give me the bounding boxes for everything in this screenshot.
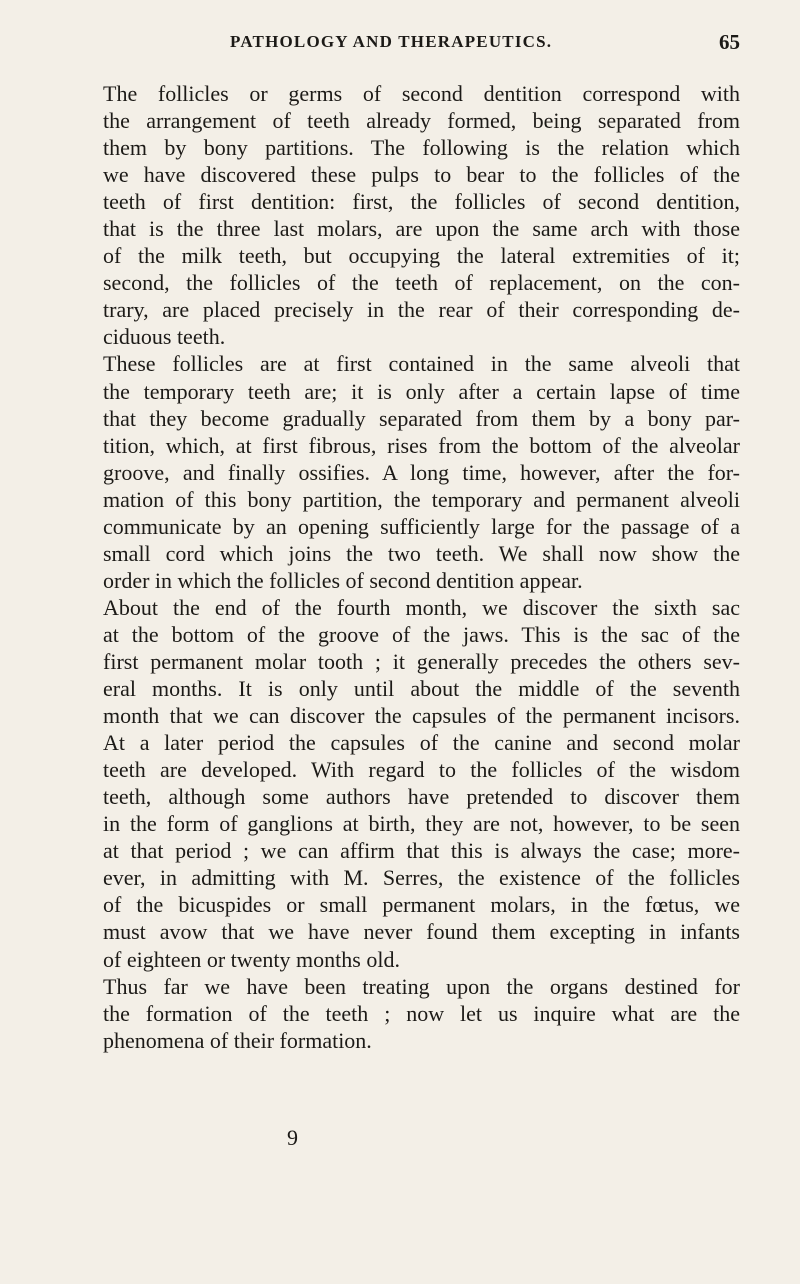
text-line: phenomena of their formation.: [103, 1027, 372, 1053]
text-line: teeth of first dentition: first, the follicles of second dentition,: [103, 189, 740, 215]
text-line: communicate by an opening sufficiently large for the passage of a: [103, 513, 740, 539]
text-line: that they become gradually separated from them by a bony par-: [103, 405, 740, 431]
text-line: About the end of the fourth month, we discover the sixth sac: [103, 594, 740, 620]
text-line: of eighteen or twenty months old.: [103, 946, 400, 972]
text-line: must avow that we have never found them excepting in infants: [103, 919, 740, 945]
page-number: 65: [719, 30, 740, 54]
text-line: of the bicuspides or small permanent molars, in the fœtus, we: [103, 892, 740, 918]
text-line: month that we can discover the capsules of the permanent incisors.: [103, 703, 740, 729]
text-line: mation of this bony partition, the temporary and permanent alveoli: [103, 486, 740, 512]
text-line: teeth, although some authors have pretended to discover them: [103, 784, 740, 810]
running-title: PATHOLOGY AND THERAPEUTICS.: [230, 32, 553, 51]
text-line: ciduous teeth.: [103, 324, 226, 350]
text-line: at the bottom of the groove of the jaws. This is the sac of the: [103, 621, 740, 647]
text-line: of the milk teeth, but occupying the lateral extremities of it;: [103, 243, 740, 269]
text-line: The follicles or germs of second dentition correspond with: [103, 81, 740, 106]
text-line: groove, and finally ossifies. A long time, however, after the for-: [103, 459, 740, 485]
text-line: ever, in admitting with M. Serres, the existence of the follicles: [103, 865, 740, 891]
text-line: the arrangement of teeth already formed, being separated from: [103, 108, 740, 134]
text-line: the formation of the teeth ; now let us inquire what are the: [103, 1000, 740, 1026]
text-line: first permanent molar tooth ; it generally precedes the others sev-: [103, 648, 740, 674]
text-line: tition, which, at first fibrous, rises from the bottom of the alveolar: [103, 432, 740, 458]
text-line: trary, are placed precisely in the rear of their corresponding de-: [103, 297, 740, 323]
text-line: we have discovered these pulps to bear to the follicles of the: [103, 162, 740, 188]
text-line: order in which the follicles of second dentition appear.: [103, 567, 583, 593]
text-line: Thus far we have been treating upon the organs destined for: [103, 973, 740, 999]
body-text: [103, 80, 740, 1054]
text-line: the temporary teeth are; it is only after a certain lapse of time: [103, 378, 740, 404]
running-head: [230, 32, 740, 54]
signature-mark: 9: [287, 1125, 298, 1150]
text-line: that is the three last molars, are upon the same arch with those: [103, 216, 740, 242]
text-line: teeth are developed. With regard to the follicles of the wisdom: [103, 757, 740, 783]
text-line: second, the follicles of the teeth of replacement, on the con-: [103, 270, 740, 296]
text-line: small cord which joins the two teeth. We shall now show the: [103, 540, 740, 566]
text-line: eral months. It is only until about the middle of the seventh: [103, 676, 740, 702]
text-line: at that period ; we can affirm that this is always the case; more-: [103, 838, 740, 864]
text-line: At a later period the capsules of the canine and second molar: [103, 730, 740, 756]
text-line: in the form of ganglions at birth, they are not, however, to be seen: [103, 811, 740, 837]
text-line: them by bony partitions. The following is the relation which: [103, 135, 740, 161]
text-line: These follicles are at first contained in the same alveoli that: [103, 351, 740, 377]
